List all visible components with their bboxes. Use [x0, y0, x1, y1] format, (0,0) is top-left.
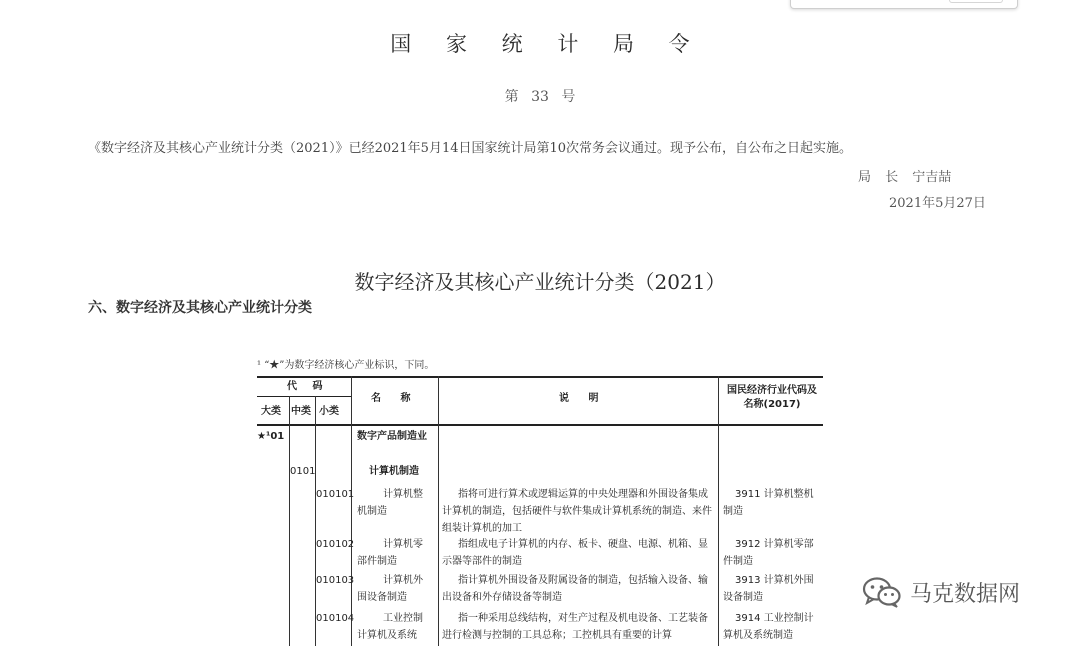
document-title: 数字经济及其核心产业统计分类（2021）: [354, 270, 726, 294]
sign-date: 2021年5月27日: [889, 196, 986, 211]
header-code: 代 码: [287, 381, 329, 392]
table-header-rule: [257, 424, 823, 426]
col-rule-name: [438, 376, 439, 646]
row-national-code: 3914 工业控制计算机及系统制造: [723, 613, 814, 641]
col-rule-major: [289, 396, 290, 646]
order-body-text: 《数字经济及其核心产业统计分类（2021）》已经2021年5月14日国家统计局第10次常务会议通过。现予公布，自公布之日起实施。: [88, 141, 853, 156]
watermark: [862, 574, 1020, 610]
col-rule-code: [351, 376, 352, 646]
row-name: 计算机制造: [369, 466, 419, 477]
row-minor-code: 010103: [316, 575, 355, 586]
row-name: 计算机整机制造: [357, 489, 423, 517]
header-name: 名 称: [371, 393, 419, 404]
top-popup-button[interactable]: [949, 0, 1003, 3]
top-popup-box: [790, 0, 1018, 9]
col-rule-desc: [718, 376, 719, 646]
classification-table: [257, 376, 823, 646]
row-national-code: 3913 计算机外围设备制造: [723, 575, 814, 603]
row-minor-code: 010102: [316, 539, 355, 550]
row-description: 指计算机外围设备及附属设备的制造，包括输入设备、输出设备和外存储设备等制造: [442, 575, 708, 603]
row-middle-code: 0101: [290, 466, 316, 477]
section-heading: 六、数字经济及其核心产业统计分类: [88, 300, 312, 316]
row-name: 计算机零部件制造: [357, 539, 423, 567]
row-description: 指将可进行算术或逻辑运算的中央处理器和外围设备集成计算机的制造，包括硬件与软件集成计算机系统的制造、来件组装计算机的加工: [442, 489, 712, 534]
row-name: 数字产品制造业: [357, 431, 427, 442]
order-number: 第 33 号: [504, 89, 576, 105]
footnote: ¹ “★”为数字经济核心产业标识，下同。: [257, 360, 435, 371]
order-title: 国 家 统 计 局 令: [390, 32, 704, 56]
code-header-rule: [257, 396, 351, 397]
col-rule-middle: [315, 396, 316, 646]
row-description: 指一种采用总线结构，对生产过程及机电设备、工艺装备进行检测与控制的工具总称；工控机具有重要的计算: [442, 613, 708, 641]
row-national-code: 3912 计算机零部件制造: [723, 539, 814, 567]
header-major: 大类: [261, 406, 281, 417]
watermark-text: 马克数据网: [910, 581, 1021, 607]
header-middle: 中类: [291, 406, 311, 417]
header-description: 说 明: [559, 393, 607, 404]
row-major-code: ★¹01: [257, 431, 285, 442]
wechat-icon: [862, 576, 902, 608]
row-description: 指组成电子计算机的内存、板卡、硬盘、电源、机箱、显示器等部件的制造: [442, 539, 708, 567]
row-name: 计算机外围设备制造: [357, 575, 423, 603]
row-minor-code: 010104: [316, 613, 355, 624]
table-top-rule: [257, 376, 823, 378]
header-national-code: 国民经济行业代码及名称(2017): [727, 385, 817, 410]
row-name: 工业控制计算机及系统: [357, 613, 423, 641]
row-minor-code: 010101: [316, 489, 355, 500]
row-national-code: 3911 计算机整机制造: [723, 489, 814, 517]
header-minor: 小类: [319, 406, 339, 417]
signer: 局 长 宁吉喆: [858, 170, 952, 185]
